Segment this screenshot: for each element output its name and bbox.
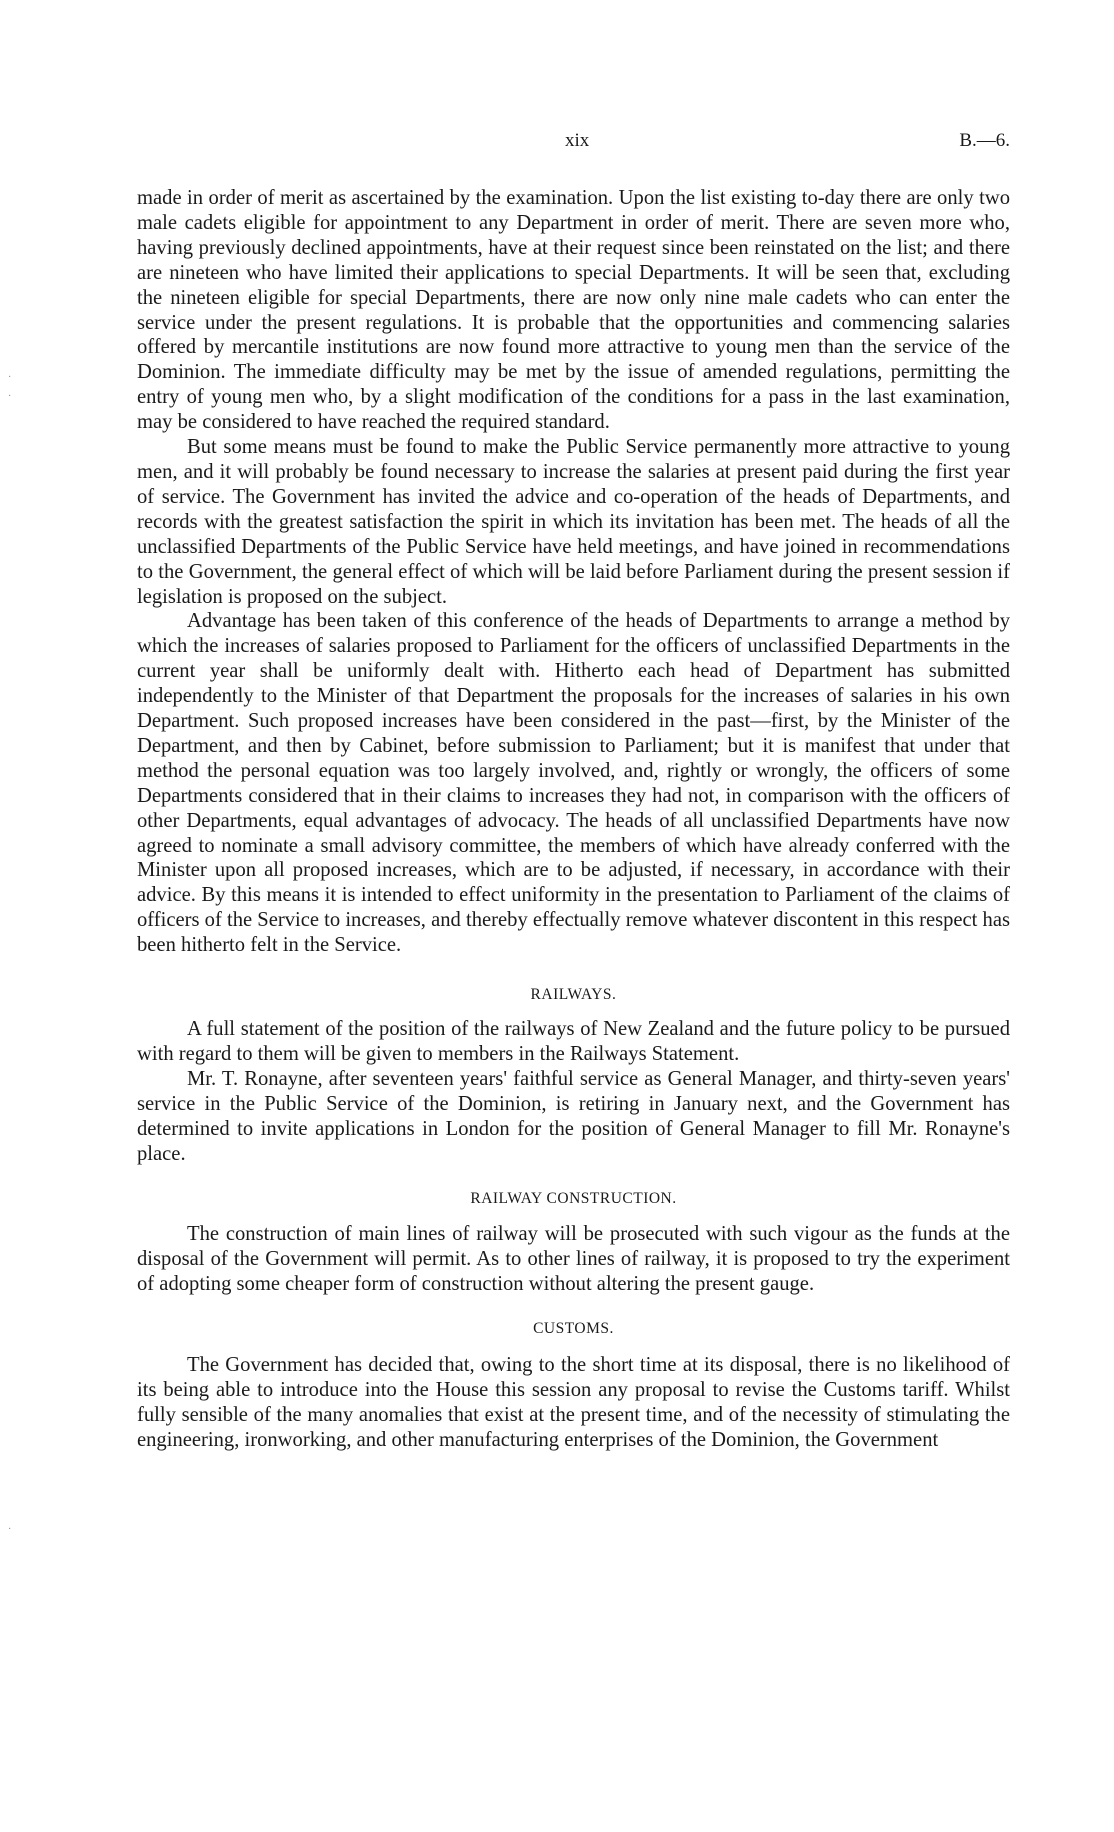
paragraph-salaries: But some means must be found to make the Public Service permanently more attractive to young men, and it will probably be found necessary to increase the salaries at present paid during the first year of service. The Government has invited the advice and co-operation of the heads of Departments, and records with the greatest satisfaction the spirit in which its invitation has been met. The heads of all the unclassified Departments of the Public Service have held meetings, and have joined in recommendations to the Government, the general effect of which will be laid before Parliament during the present session if legislation is proposed on the subject. — [137, 436, 1010, 608]
page-number: xix — [565, 130, 590, 151]
document-reference: B.—6. — [959, 130, 1010, 151]
section-heading-customs: CUSTOMS. — [533, 1320, 614, 1338]
margin-speck: · — [8, 1524, 12, 1535]
paragraph-advisory-committee: Advantage has been taken of this conference of the heads of Departments to arrange a method by which the increases of salaries proposed to Parliament for the officers of unclassified Departments in the current year shall be uniformly dealt with. Hitherto each head of Department has submitted independently to the Minister of that Department the proposals for the increases of salaries in his own Department. Such proposed increases have been considered in the past—first, by the Minister of the Department, and then by Cabinet, before submission to Parliament; but it is manifest that under that method the personal equation was too largely involved, and, rightly or wrongly, the officers of some Departments considered that in their claims to increases they had not, in comparison with the officers of other Departments, equal advantages of advocacy. The heads of all unclassified Departments have now agreed to nominate a small advisory committee, the members of which have already conferred with the Minister upon all proposed increases, which are to be adjusted, if necessary, in accordance with their advice. By this means it is intended to effect uniformity in the presentation to Parliament of the claims of officers of the Service to increases, and thereby effectually remove whatever discontent in this respect has been hitherto felt in the Service. — [137, 610, 1010, 957]
section-heading-railways: RAILWAYS. — [530, 986, 617, 1004]
paragraph-railways-statement: A full statement of the position of the railways of New Zealand and the future policy to be pursued with regard to them will be given to members in the Railways Statement. — [137, 1018, 1010, 1065]
paragraph-general-manager: Mr. T. Ronayne, after seventeen years' faithful service as General Manager, and thirty-seven years' service in the Public Service of the Dominion, is retiring in January next, and the Government has determined to invite applications in London for the position of General Manager to fill Mr. Ronayne's place. — [137, 1067, 1010, 1165]
paragraph-railway-construction: The construction of main lines of railway will be prosecuted with such vigour as the funds at the disposal of the Government will permit. As to other lines of railway, it is proposed to try the experiment of adopting some cheaper form of construction without altering the present gauge. — [137, 1223, 1010, 1296]
section-heading-railway-construction: RAILWAY CONSTRUCTION. — [470, 1190, 677, 1208]
page-header — [0, 130, 1114, 160]
margin-speck: · — [8, 372, 12, 383]
margin-speck: · — [8, 391, 12, 402]
page-body — [137, 186, 1010, 1453]
paragraph-customs: The Government has decided that, owing to the short time at its disposal, there is no likelihood of its being able to introduce into the House this session any proposal to revise the Customs tariff. Whilst fully sensible of the many anomalies that exist at the present time, and of the necessity of stimulating the engineering, ironworking, and other manufacturing enterprises of the Dominion, the Government — [137, 1353, 1010, 1451]
paragraph-cadets: made in order of merit as ascertained by the examination. Upon the list existing to-day there are only two male cadets eligible for appointment to any Department in order of merit. There are seven more who, having previously declined appointments, have at their request since been reinstated on the list; and there are nineteen who have limited their applications to special Departments. It will be seen that, excluding the nineteen eligible for special Departments, there are now only nine male cadets who can enter the service under the present regulations. It is probable that the opportunities and commencing salaries offered by mercantile institutions are now found more attractive to young men than the service of the Dominion. The immediate difficulty may be met by the issue of amended regulations, permitting the entry of young men who, by a slight modification of the conditions for a pass in the last examination, may be considered to have reached the required standard. — [137, 187, 1010, 434]
